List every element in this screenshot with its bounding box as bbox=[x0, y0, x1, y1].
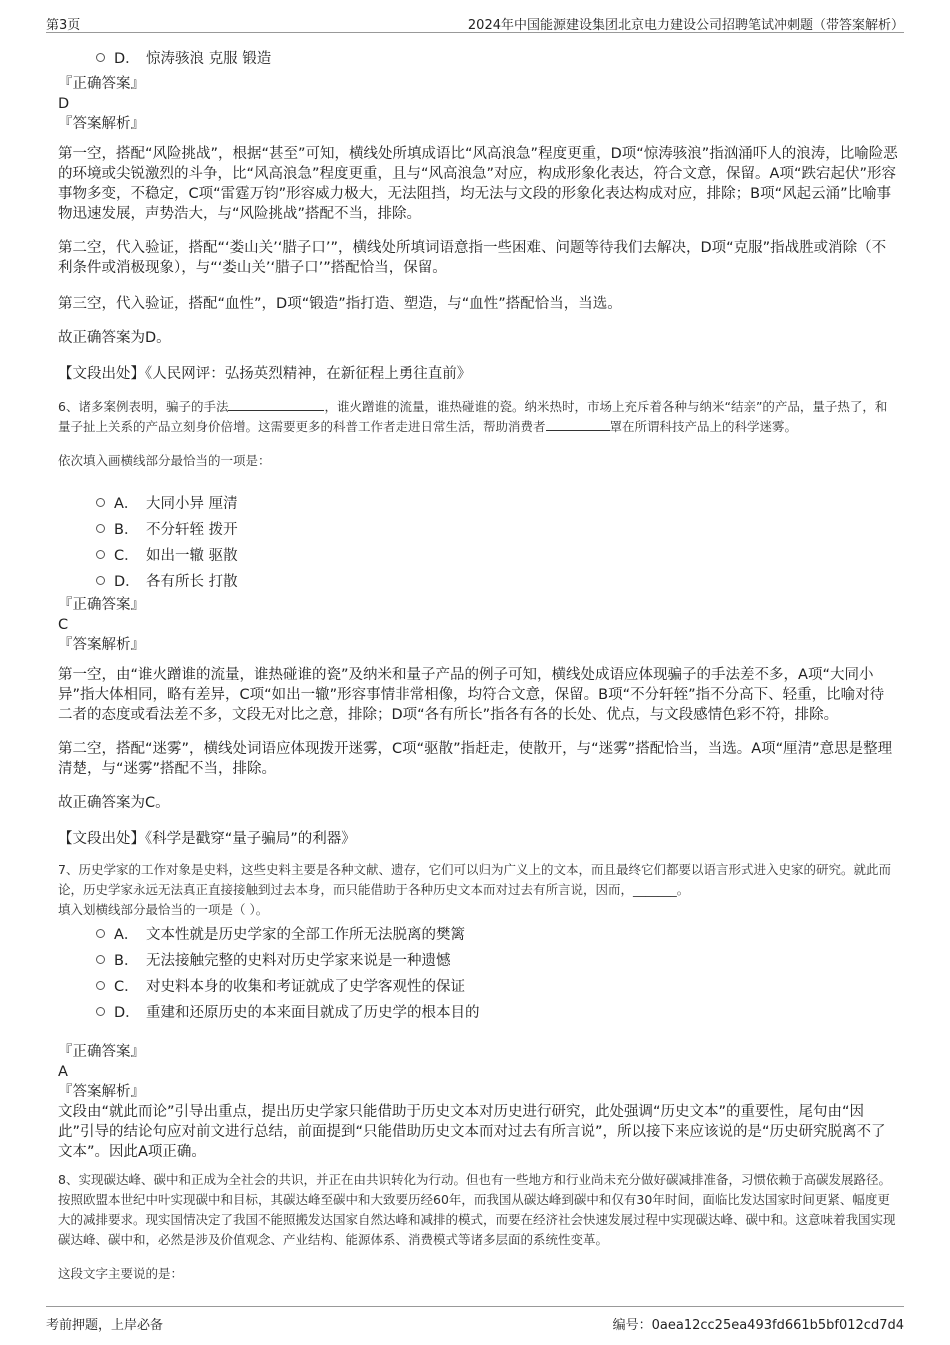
q6-option-a[interactable]: A． 大同小异 厘清 bbox=[96, 489, 950, 515]
q5-analysis-p1: 第一空，搭配“风险挑战”，根据“甚至”可知，横线处所填成语比“风高浪急”程度更重，D项“惊涛骇浪”指汹涌吓人的浪涛，比喻险恶的环境或尖锐激烈的斗争，比“风高浪急”程度更重，且与“风高浪急”对应，构成形象化表达，符合文意，保留。A项“跌宕起伏”形容事物多变，不稳定，C项“雷霆万钧”形容威力极大，无法阻挡，均无法与文段的形象化表达构成对应，排除；B项“风起云涌”比喻事物迅速发展，声势浩大，与“风险挑战”搭配不当，排除。 bbox=[58, 146, 898, 222]
radio-icon[interactable] bbox=[96, 498, 105, 507]
q5-analysis-p2: 第二空，代入验证，搭配“‘娄山关’‘腊子口’”，横线处所填词语意指一些困难、问题等待我们去解决，D项“克服”指战胜或消除（不利条件或消极现象），与“‘娄山关’‘腊子口’”搭配恰当，保留。 bbox=[58, 240, 887, 276]
q7-stem: 7、历史学家的工作对象是史料，这些史料主要是各种文献、遗存，它们可以归为广义上的文本，而且最终它们都要以语言形式进入史家的研究。就此而论，历史学家永远无法真正直接接触到过去本身，而只能借助于各种历史文本而对过去有所言说，因而，_______。 bbox=[58, 862, 891, 897]
footer-rule bbox=[46, 1306, 904, 1307]
q5-correct-answer: D bbox=[58, 96, 70, 112]
radio-icon[interactable] bbox=[96, 524, 105, 533]
q7-prompt: 填入划横线部分最恰当的一项是（ ）。 bbox=[58, 902, 269, 917]
q7-analysis: 文段由“就此而论”引导出重点，提出历史学家只能借助于历史文本对历史进行研究，此处强调“历史文本”的重要性，尾句由“因此”引导的结论句应对前文进行总结，前面提到“只能借助历史文本而对过去有所言说”，所以接下来应该说的是“历史研究脱离不了文本”。因此A项正确。 bbox=[58, 1104, 886, 1160]
page-number: 第3页 bbox=[46, 18, 81, 33]
radio-icon[interactable] bbox=[96, 955, 105, 964]
radio-icon[interactable] bbox=[96, 53, 105, 62]
radio-icon[interactable] bbox=[96, 929, 105, 938]
radio-icon[interactable] bbox=[96, 576, 105, 585]
page-content bbox=[0, 36, 950, 1284]
q6-analysis-p2: 第二空，搭配“迷雾”，横线处词语应体现拨开迷雾，C项“驱散”指赶走，使散开，与“迷雾”搭配恰当，当选。A项“厘清”意思是整理清楚，与“迷雾”搭配不当，排除。 bbox=[58, 741, 893, 777]
q5-analysis-p3: 第三空，代入验证，搭配“血性”，D项“锻造”指打造、塑造，与“血性”搭配恰当，当选。 bbox=[58, 296, 622, 312]
q7-option-a[interactable]: A． 文本性就是历史学家的全部工作所无法脱离的樊篱 bbox=[96, 920, 950, 946]
q6-correct-answer: C bbox=[58, 617, 69, 633]
q8-stem: 8、实现碳达峰、碳中和正成为全社会的共识，并正在由共识转化为行动。但也有一些地方和行业尚未充分做好碳减排准备，习惯依赖于高碳发展路径。按照欧盟本世纪中叶实现碳中和目标，其碳达峰至碳中和大致要历经60年，而我国从碳达峰到碳中和仅有30年时间，面临比发达国家时间更紧、幅度更大的减排要求。现实国情决定了我国不能照搬发达国家自然达峰和减排的模式，而要在经济社会快速发展过程中实现碳达峰、碳中和。这意味着我国实现碳达峰、碳中和，必然是涉及价值观念、产业结构、能源体系、消费模式等诸多层面的系统性变革。 bbox=[58, 1172, 896, 1247]
header-rule bbox=[46, 32, 904, 33]
q6-analysis-p1: 第一空，由“谁火蹭谁的流量，谁热碰谁的瓷”及纳米和量子产品的例子可知，横线处成语应体现骗子的手法差不多，A项“大同小异”指大体相同，略有差异，C项“如出一辙”形容事情非常相像，均符合文意，保留。B项“不分轩轾”指不分高下、轻重，比喻对待二者的态度或看法差不多，文段无对比之意，排除；D项“各有所长”指各有各的长处、优点，与文段感情色彩不符，排除。 bbox=[58, 667, 885, 723]
q5-source: 【文段出处】《人民网评：弘扬英烈精神，在新征程上勇往直前》 bbox=[58, 366, 472, 382]
q7-correct-label: 『正确答案』 bbox=[58, 1044, 145, 1060]
q6-source: 【文段出处】《科学是戳穿“量子骗局”的利器》 bbox=[58, 831, 356, 847]
q7-option-c[interactable]: C． 对史料本身的收集和考证就成了史学客观性的保证 bbox=[96, 972, 950, 998]
q6-option-b[interactable]: B． 不分轩轾 拨开 bbox=[96, 515, 950, 541]
radio-icon[interactable] bbox=[96, 550, 105, 559]
document-title: 2024年中国能源建设集团北京电力建设公司招聘笔试冲刺题（带答案解析） bbox=[467, 18, 904, 33]
q6-analysis-p3: 故正确答案为C。 bbox=[58, 795, 170, 811]
q6-option-c[interactable]: C． 如出一辙 驱散 bbox=[96, 541, 950, 567]
radio-icon[interactable] bbox=[96, 1007, 105, 1016]
q7-analysis-label: 『答案解析』 bbox=[58, 1084, 145, 1100]
q5-analysis-label: 『答案解析』 bbox=[58, 116, 145, 132]
q6-correct-label: 『正确答案』 bbox=[58, 597, 145, 613]
q5-correct-label: 『正确答案』 bbox=[58, 76, 145, 92]
q7-option-b[interactable]: B． 无法接触完整的史料对历史学家来说是一种遗憾 bbox=[96, 946, 950, 972]
page-footer bbox=[0, 1306, 950, 1345]
blank-line bbox=[546, 418, 610, 431]
q8-prompt: 这段文字主要说的是： bbox=[58, 1266, 184, 1281]
radio-icon[interactable] bbox=[96, 981, 105, 990]
document-id: 编号：0aea12cc25ea493fd661b5bf012cd7d4 bbox=[612, 1318, 904, 1333]
blank-line bbox=[228, 398, 324, 411]
q6-stem: 6、诸多案例表明，骗子的手法 ，谁火蹭谁的流量，谁热碰谁的瓷。纳米热时，市场上充斥着各种与纳米“结亲”的产品，量子热了，和量子扯上关系的产品立刻身价倍增。这需要更多的科普工作者走进日常生活，帮助消费者 罩在所谓科技产品上的科学迷雾。 bbox=[58, 399, 888, 434]
q7-option-d[interactable]: D． 重建和还原历史的本来面目就成了历史学的根本目的 bbox=[96, 998, 950, 1024]
q5-option-d[interactable]: D． 惊涛骇浪 克服 锻造 bbox=[96, 46, 950, 68]
q7-correct-answer: A bbox=[58, 1064, 68, 1080]
q5-analysis-p4: 故正确答案为D。 bbox=[58, 330, 171, 346]
footer-slogan: 考前押题，上岸必备 bbox=[46, 1318, 164, 1333]
q6-option-d[interactable]: D． 各有所长 打散 bbox=[96, 567, 950, 593]
q6-prompt: 依次填入画横线部分最恰当的一项是： bbox=[58, 453, 271, 468]
q6-analysis-label: 『答案解析』 bbox=[58, 637, 145, 653]
page-header bbox=[0, 0, 950, 32]
